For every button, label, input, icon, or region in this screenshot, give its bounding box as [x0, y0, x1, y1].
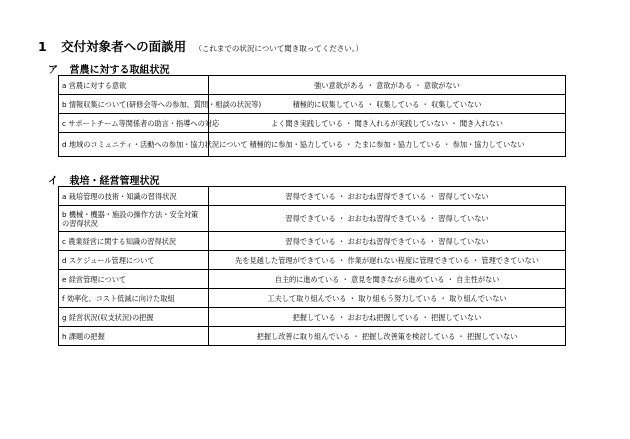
eval-cell: 強い意欲がある ・ 意欲がある ・ 意欲がない	[209, 76, 566, 95]
item-cell: c 農業経営に関する知識の習得状況	[59, 232, 209, 251]
item-cell: b 機械・機器・施設の操作方法・安全対策の習得状況	[59, 206, 209, 232]
item-cell: c サポートチーム等関係者の助言・指導への対応	[59, 114, 209, 133]
section2-table	[58, 186, 566, 346]
item-cell: a 営農に対する意欲	[59, 76, 209, 95]
item-cell: b 情報収集について(研修会等への参加、質問・相談の状況等)	[59, 95, 209, 114]
table-row	[59, 232, 566, 251]
heading-note: （これまでの状況について聞き取ってください。）	[194, 44, 364, 53]
section1-mark: ア	[48, 65, 58, 76]
section1-title: 営農に対する取組状況	[69, 65, 170, 76]
table-row	[59, 133, 566, 157]
eval-cell: 習得できている ・ おおむね習得できている ・ 習得していない	[209, 232, 566, 251]
eval-cell: よく聞き実践している ・ 聞き入れるが実践していない ・ 聞き入れない	[209, 114, 566, 133]
item-cell: g 経営状況(収支状況)の把握	[59, 308, 209, 327]
item-cell: e 経営管理について	[59, 270, 209, 289]
table-row	[59, 114, 566, 133]
eval-cell: 把握している ・ おおむね把握している ・ 把握していない	[209, 308, 566, 327]
table-row	[59, 206, 566, 232]
heading-number: 1	[38, 39, 47, 54]
section2-mark: イ	[48, 176, 58, 187]
table-row	[59, 251, 566, 270]
table-row	[59, 187, 566, 206]
table-row	[59, 308, 566, 327]
item-cell: h 課題の把握	[59, 327, 209, 346]
eval-cell: 自主的に進めている ・ 意見を聞きながら進めている ・ 自主性がない	[209, 270, 566, 289]
section1-table	[58, 75, 566, 157]
eval-cell: 先を見越した管理ができている ・ 作業が遅れない程度に管理できている ・ 管理できていない	[209, 251, 566, 270]
table-row	[59, 289, 566, 308]
item-cell: f 効率化、コスト低減に向けた取組	[59, 289, 209, 308]
table-row	[59, 95, 566, 114]
eval-cell: 把握し改善に取り組んでいる ・ 把握し改善策を検討している ・ 把握していない	[209, 327, 566, 346]
heading-title: 交付対象者への面談用	[61, 39, 187, 54]
section1-heading	[48, 61, 169, 76]
table-row	[59, 270, 566, 289]
item-cell: a 栽培管理の技術・知識の習得状況	[59, 187, 209, 206]
item-cell: d 地域のコミュニティ・活動への参加・協力状況について	[59, 133, 209, 157]
section2-heading	[48, 172, 159, 187]
eval-cell: 工夫して取り組んでいる ・ 取り組もう努力している ・ 取り組んでいない	[209, 289, 566, 308]
page-heading	[38, 37, 363, 55]
eval-cell: 習得できている ・ おおむね習得できている ・ 習得していない	[209, 206, 566, 232]
section2-title: 栽培・経営管理状況	[69, 176, 160, 187]
eval-cell: 積極的に収集している ・ 収集している ・ 収集していない	[209, 95, 566, 114]
table-row	[59, 76, 566, 95]
item-cell: d スケジュール管理について	[59, 251, 209, 270]
eval-cell: 習得できている ・ おおむね習得できている ・ 習得していない	[209, 187, 566, 206]
eval-cell: 積極的に参加・協力している ・ たまに参加・協力している ・ 参加・協力していない	[209, 133, 566, 157]
table-row	[59, 327, 566, 346]
